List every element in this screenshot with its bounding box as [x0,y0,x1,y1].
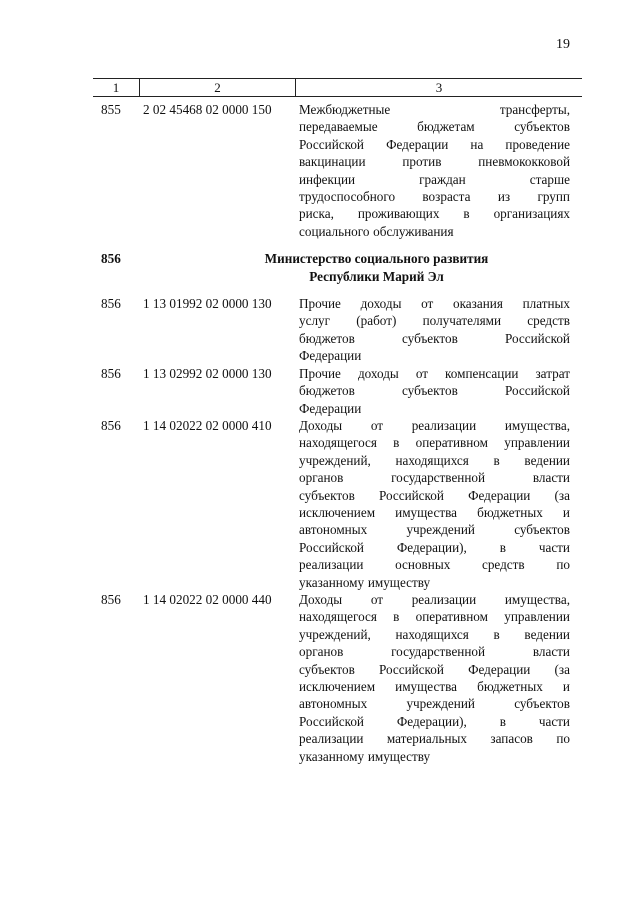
description-line: Прочие доходы от компенсации затрат [299,365,570,381]
description-line: бюджетов субъектов Российской [299,330,570,346]
table-row [93,295,582,365]
description-line: субъектов Российской Федерации (за [299,487,570,503]
description-line: органов государственной власти [299,644,570,660]
description-cell [299,591,570,765]
description-line: Прочие доходы от оказания платных [299,296,570,312]
description-line: Межбюджетные трансферты, [299,102,570,117]
description-line: учреждений, находящихся в ведении [299,626,570,642]
ministry-admin-code: 856 [101,251,121,267]
header-col-1: 1 [93,79,140,96]
description-line: реализации основных средств по [299,557,570,573]
description-line: услуг (работ) получателями средств [299,313,570,329]
description-line: Федерации [299,348,362,364]
description-line: исключением имущества бюджетных и [299,504,570,520]
description-line: указанному имуществу [299,748,431,764]
income-code-cell: 2 02 45468 02 0000 150 [143,102,272,117]
description-cell [299,365,570,417]
description-cell [299,295,570,365]
page-number: 19 [556,37,570,52]
table-row [93,365,582,417]
table-row [93,101,582,240]
description-cell [299,417,570,591]
ministry-heading-row [93,250,582,285]
income-code-cell: 1 14 02022 02 0000 410 [143,417,272,433]
description-line: социального обслуживания [299,223,454,239]
income-code-cell: 1 14 02022 02 0000 440 [143,591,272,607]
header-col-2: 2 [140,79,296,96]
description-line: субъектов Российской Федерации (за [299,661,570,677]
ministry-title [133,250,582,285]
description-line: инфекции граждан старше [299,171,570,187]
header-col-3: 3 [435,80,443,95]
table-body [93,101,582,765]
admin-code-cell: 855 [101,102,121,117]
income-code-cell: 1 13 01992 02 0000 130 [143,296,272,312]
description-line: Российской Федерации), в части [299,539,570,555]
admin-code-cell: 856 [101,417,121,433]
description-line: Российской Федерации), в части [299,713,570,729]
description-line: указанному имуществу [299,574,431,590]
description-line: исключением имущества бюджетных и [299,679,570,694]
table-row [93,417,582,591]
table-row [93,591,582,765]
admin-code-cell: 856 [101,296,121,312]
description-line: Доходы от реализации имущества, [299,591,570,607]
table-header [93,78,582,97]
description-line: учреждений, находящихся в ведении [299,452,570,468]
description-line: находящегося в оперативном управлении [299,609,570,625]
ministry-title-line-2: Республики Марий Эл [309,268,444,284]
description-line: автономных учреждений субъектов [299,522,570,538]
description-line: органов государственной власти [299,470,570,486]
admin-code-cell: 856 [101,365,121,381]
description-line: реализации материальных запасов по [299,731,570,747]
description-line: Российской Федерации на проведение [299,136,570,152]
rows-before-group [93,101,582,240]
admin-code-cell: 856 [101,591,121,607]
description-line: Федерации [299,400,362,416]
rows-after-group [93,295,582,765]
description-line: бюджетов субъектов Российской [299,383,570,399]
description-line: передаваемые бюджетам субъектов [299,119,570,135]
description-cell [299,101,570,240]
description-line: трудоспособного возраста из групп [299,189,570,205]
description-line: Доходы от реализации имущества, [299,417,570,433]
description-line: вакцинации против пневмококковой [299,154,570,170]
description-line: риска, проживающих в организациях [299,206,570,222]
description-line: находящегося в оперативном управлении [299,435,570,451]
ministry-title-line-1: Министерство социального развития [264,251,489,267]
description-line: автономных учреждений субъектов [299,696,570,712]
income-code-cell: 1 13 02992 02 0000 130 [143,365,272,381]
